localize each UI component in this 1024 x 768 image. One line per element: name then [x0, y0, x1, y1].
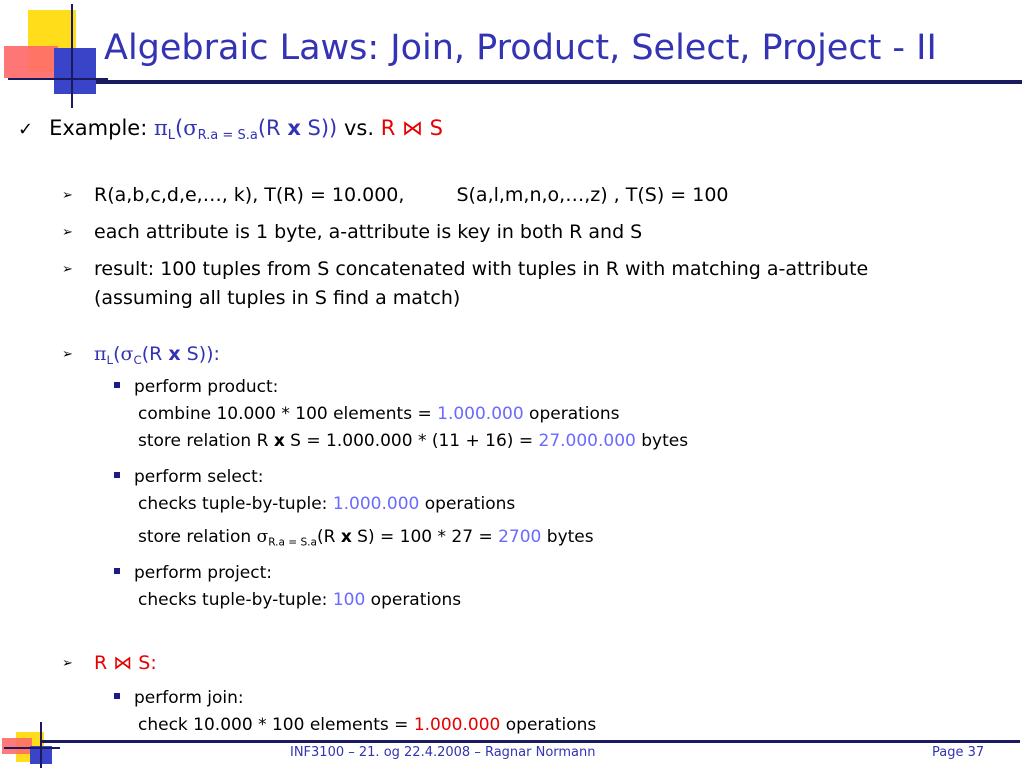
footer-logo-vertical-line [40, 722, 42, 768]
assumption-attributes: ➢ each attribute is 1 byte, a-attribute is key in both R and S [62, 218, 642, 247]
footer-divider [40, 740, 1020, 743]
footer-logo-horizontal-line [4, 747, 60, 749]
page-number: Page 37 [932, 745, 985, 760]
arrow-bullet-icon: ➢ [62, 347, 73, 362]
step-product: perform product: combine 10.000 * 100 elements = 1.000.000 operations store relation R x S = 1.000.000 * (11 + 16) = 27.000.000 bytes [114, 374, 688, 455]
square-bullet-icon [114, 693, 120, 699]
vs-text: vs. [343, 116, 374, 140]
square-bullet-icon [114, 382, 120, 388]
logo-red-square [4, 46, 58, 78]
logo-vertical-line [71, 4, 73, 108]
logo-horizontal-line [8, 78, 108, 80]
assumption-relations: ➢ R(a,b,c,d,e,…, k), T(R) = 10.000, S(a,l,m,n,o,…,z) , T(S) = 100 [62, 181, 729, 210]
example-line [18, 116, 443, 143]
join-expression: R ⋈ S [380, 116, 443, 140]
assumption-result: ➢ result: 100 tuples from S concatenated with tuples in R with matching a-attribute (assuming all tuples in S find a match) [62, 258, 869, 309]
arrow-bullet-icon: ➢ [62, 656, 73, 671]
step-select: perform select: checks tuple-by-tuple: 1.000.000 operations store relation $\sigma_{R.a = S.a}(R$ x S) = 100 * 27 = 2700 bytes [114, 464, 594, 556]
example-expression: $\pi_L(\sigma_{R.a = S.a}(R$ x S)) [153, 116, 338, 144]
step-project: perform project: checks tuple-by-tuple: 100 operations [114, 560, 461, 614]
example-label: Example: [49, 116, 148, 140]
arrow-bullet-icon: ➢ [62, 262, 73, 277]
square-bullet-icon [114, 568, 120, 574]
slide-title: Algebraic Laws: Join, Product, Select, Project - II [104, 28, 937, 68]
checkmark-icon: ✓ [18, 119, 34, 140]
plan-join-heading: ➢ R ⋈ S: [62, 649, 157, 678]
footer-logo-red [2, 738, 32, 754]
title-divider [96, 80, 1022, 84]
arrow-bullet-icon: ➢ [62, 188, 73, 203]
logo-blue-square [54, 48, 96, 94]
square-bullet-icon [114, 472, 120, 478]
step-join: perform join: check 10.000 * 100 elements = 1.000.000 operations [114, 685, 596, 739]
footer-text: INF3100 – 21. og 22.4.2008 – Ragnar Normann [290, 745, 596, 760]
arrow-bullet-icon: ➢ [62, 225, 73, 240]
plan-product-heading: ➢ $\pi_L(\sigma_C(R$ x S)): [62, 340, 220, 374]
